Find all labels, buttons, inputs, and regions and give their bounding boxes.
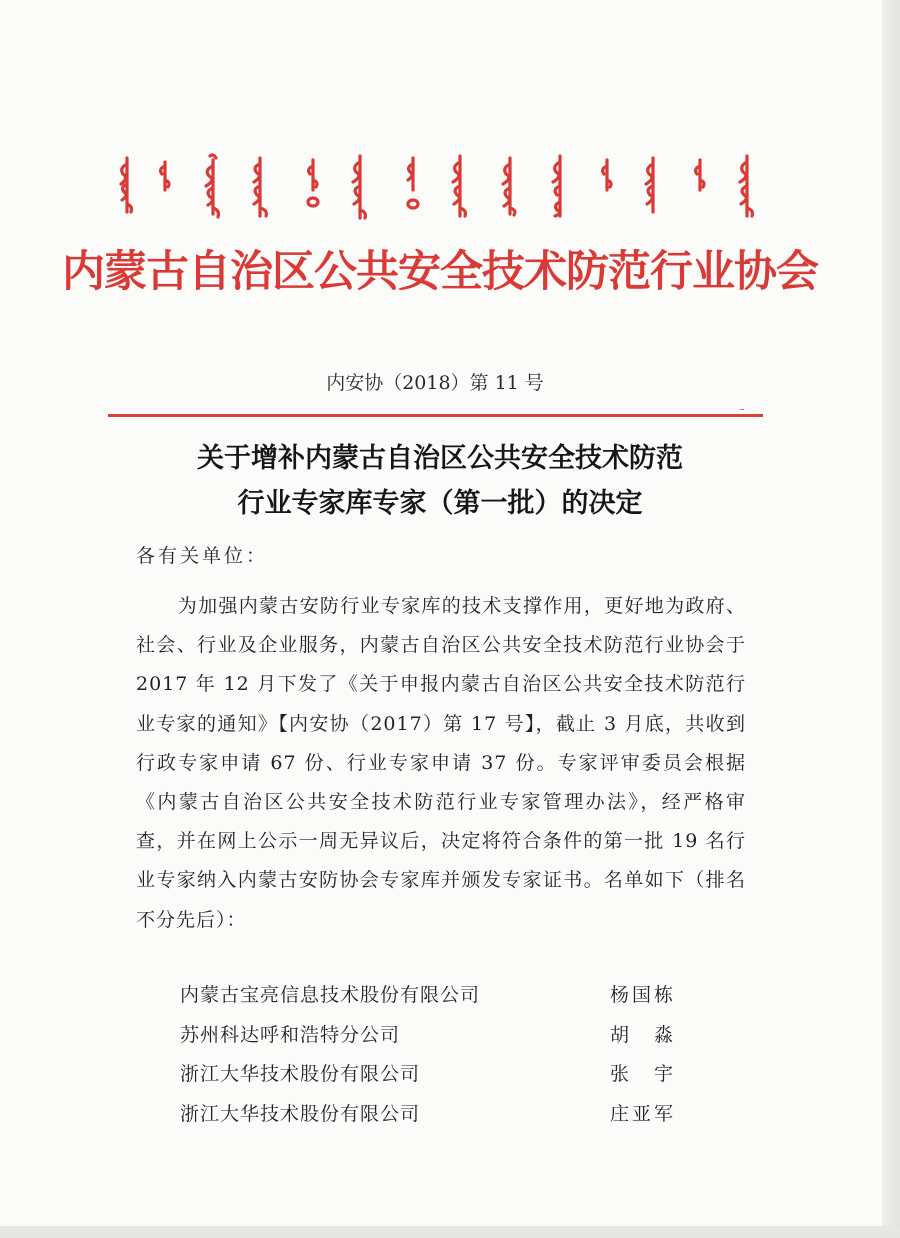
expert-name: 胡 淼 [610, 1023, 677, 1046]
expert-company: 浙江大华技术股份有限公司 [180, 1102, 421, 1125]
expert-company: 浙江大华技术股份有限公司 [180, 1063, 421, 1085]
expert-list [180, 980, 740, 1138]
expert-name: 张 宇 [610, 1063, 677, 1085]
list-item [180, 1059, 740, 1099]
expert-name: 杨国栋 [610, 984, 677, 1006]
salutation: 各有关单位： [136, 545, 269, 567]
scan-speck [740, 409, 744, 410]
document-number: 内安协（2018）第 11 号 [326, 372, 544, 394]
expert-name: 庄亚军 [610, 1102, 677, 1125]
mongolian-script-icon [115, 150, 785, 225]
list-item [180, 1099, 740, 1139]
expert-company: 苏州科达呼和浩特分公司 [180, 1023, 401, 1046]
list-item [180, 980, 740, 1020]
title-line-2: 行业专家库专家（第一批）的决定 [237, 488, 643, 519]
document-title [0, 436, 880, 526]
list-item [180, 1020, 740, 1060]
body-paragraph: 为加强内蒙古安防行业专家库的技术支撑作用，更好地为政府、社会、行业及企业服务，内蒙古自治区公共安全技术防范行业协会于 2017 年 12 月下发了《关于申报内蒙古自治区公共安全技术防范行业专家的通知》【内安协（2017）第 17 号】，截止 3 月底，共收到行政专家申请 67 份、行业专家申请 37 份。专家评审委员会根据《内蒙古自治区公共安全技术防范行业专家管理办法》，经严格审查，并在网上公示一周无异议后，决定将符合条件的第一批 19 名行业专家纳入内蒙古安防协会专家库并颁发专家证书。名单如下（排名不分先后）： [136, 595, 746, 931]
red-divider-line [108, 414, 763, 417]
page-edge-shadow [882, 0, 900, 1238]
page-bottom-edge [0, 1226, 900, 1238]
expert-company: 内蒙古宝亮信息技术股份有限公司 [180, 984, 481, 1006]
org-name-letterhead: 内蒙古自治区公共安全技术防范行业协会 [62, 247, 818, 297]
title-line-1: 关于增补内蒙古自治区公共安全技术防范 [197, 443, 683, 474]
